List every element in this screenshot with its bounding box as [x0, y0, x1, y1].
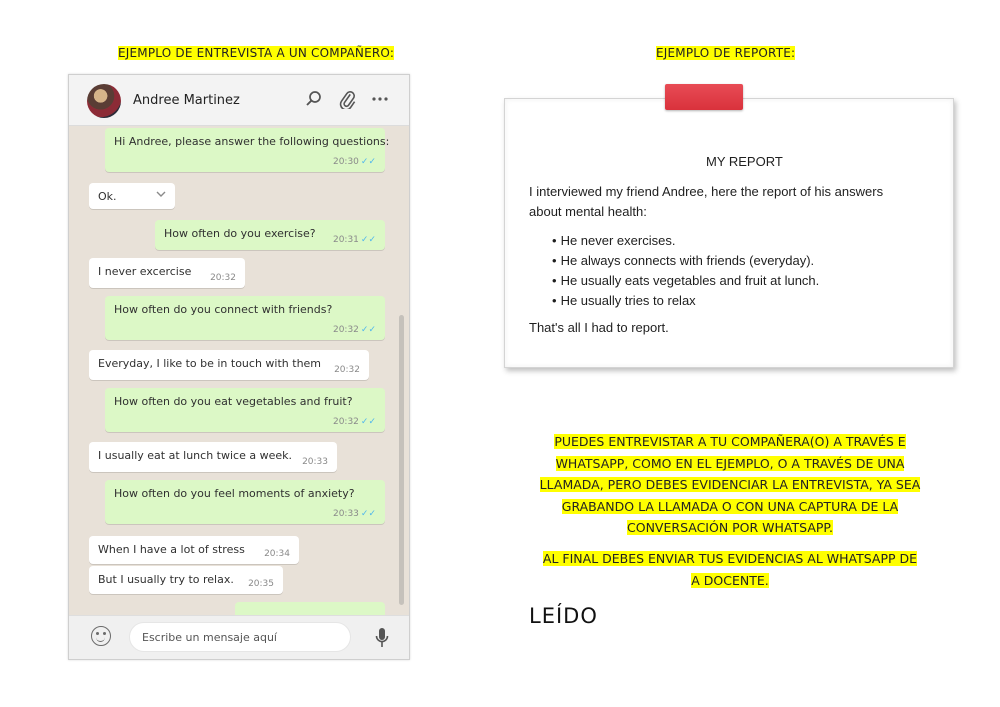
message-text: I usually eat at lunch twice a week.: [98, 449, 292, 462]
message-outgoing[interactable]: [155, 220, 385, 250]
microphone-icon[interactable]: [375, 627, 389, 649]
instruction-line: CONVERSACIÓN POR WHATSAPP.: [627, 520, 833, 535]
instruction-line: LLAMADA, PERO DEBES EVIDENCIAR LA ENTREVISTA, YA SEA: [539, 477, 921, 492]
report-bullet: • He never exercises.: [552, 231, 819, 251]
read-receipt-icon: ✓✓: [360, 325, 376, 335]
message-time: 20:33: [302, 457, 328, 467]
attach-icon[interactable]: [336, 87, 358, 111]
report-intro-line: I interviewed my friend Andree, here the report of his answers: [529, 184, 884, 199]
message-list[interactable]: [69, 126, 397, 636]
message-time: 20:32 ✓✓: [332, 325, 376, 335]
instruction-line: GRABANDO LA LLAMADA O CON UNA CAPTURA DE LA: [561, 498, 899, 514]
message-text: How often do you connect with friends?: [114, 303, 333, 316]
instruction-line: AL FINAL DEBES ENVIAR TUS EVIDENCIAS AL WHATSAPP DE: [542, 551, 918, 566]
message-time: 20:32 ✓✓: [332, 417, 376, 427]
read-receipt-icon: ✓✓: [360, 509, 376, 519]
interview-example-caption: EJEMPLO DE ENTREVISTA A UN COMPAÑERO:: [118, 46, 395, 60]
message-text: I never excercise: [98, 265, 192, 278]
message-time: 20:32: [334, 365, 360, 375]
message-outgoing[interactable]: [105, 128, 390, 172]
message-incoming[interactable]: [89, 350, 369, 380]
message-text: When I have a lot of stress: [98, 543, 245, 556]
message-text: How often do you exercise?: [164, 227, 316, 240]
report-closing: That's all I had to report.: [529, 320, 669, 335]
instruction-line: A DOCENTE.: [691, 572, 769, 588]
read-receipt-icon: ✓✓: [360, 157, 376, 167]
instructions-block: [505, 431, 955, 539]
search-icon[interactable]: [303, 87, 325, 111]
message-incoming[interactable]: [89, 536, 299, 564]
contact-name[interactable]: Andree Martinez: [133, 93, 240, 108]
message-text: Everyday, I like to be in touch with them: [98, 357, 322, 370]
message-time: 20:30 ✓✓: [332, 157, 376, 167]
message-time: 20:34: [264, 549, 290, 559]
avatar[interactable]: [87, 84, 121, 118]
message-incoming[interactable]: [89, 566, 283, 594]
read-status-label: LEÍDO: [529, 604, 598, 628]
report-bullet-list: [552, 231, 819, 311]
message-time: 20:31 ✓✓: [332, 235, 376, 245]
report-bullet: • He always connects with friends (everyday).: [552, 251, 819, 271]
instruction-line: PUEDES ENTREVISTAR A TU COMPAÑERA(O) A TRAVÉS E: [554, 434, 906, 449]
report-bullet: • He usually tries to relax: [552, 291, 819, 311]
report-example-caption: EJEMPLO DE REPORTE:: [656, 46, 796, 60]
instruction-line: WHATSAPP, COMO EN EL EJEMPLO, O A TRAVÉS DE UNA: [555, 455, 905, 471]
message-text: How often do you feel moments of anxiety?: [114, 487, 355, 500]
chevron-down-icon[interactable]: [155, 188, 167, 204]
message-incoming[interactable]: [89, 258, 245, 288]
message-text: But I usually try to relax.: [98, 573, 234, 586]
message-outgoing[interactable]: [105, 388, 385, 432]
message-incoming[interactable]: [89, 183, 175, 209]
message-time: 20:33 ✓✓: [332, 509, 376, 519]
emoji-icon[interactable]: [91, 626, 111, 646]
message-outgoing[interactable]: [105, 480, 385, 524]
report-title: MY REPORT: [706, 154, 783, 169]
whatsapp-chat-window: [68, 74, 410, 660]
message-input[interactable]: Escribe un mensaje aquí: [129, 622, 351, 652]
message-time: 20:32: [210, 273, 236, 283]
more-icon[interactable]: [369, 87, 391, 111]
report-intro-line: about mental health:: [529, 204, 647, 219]
message-time: 20:35: [248, 579, 274, 589]
chat-footer: [69, 615, 409, 660]
tape-decoration: [665, 84, 743, 110]
read-receipt-icon: ✓✓: [360, 235, 376, 245]
final-instructions-block: [505, 548, 955, 591]
chat-header: [69, 75, 409, 126]
message-outgoing[interactable]: [105, 296, 385, 340]
message-text: Ok.: [98, 190, 117, 203]
report-bullet: • He usually eats vegetables and fruit at lunch.: [552, 271, 819, 291]
chat-scrollbar[interactable]: [399, 315, 404, 605]
message-incoming[interactable]: [89, 442, 337, 472]
read-receipt-icon: ✓✓: [360, 417, 376, 427]
message-text: Hi Andree, please answer the following questions:: [114, 135, 390, 148]
message-text: How often do you eat vegetables and fruit?: [114, 395, 353, 408]
